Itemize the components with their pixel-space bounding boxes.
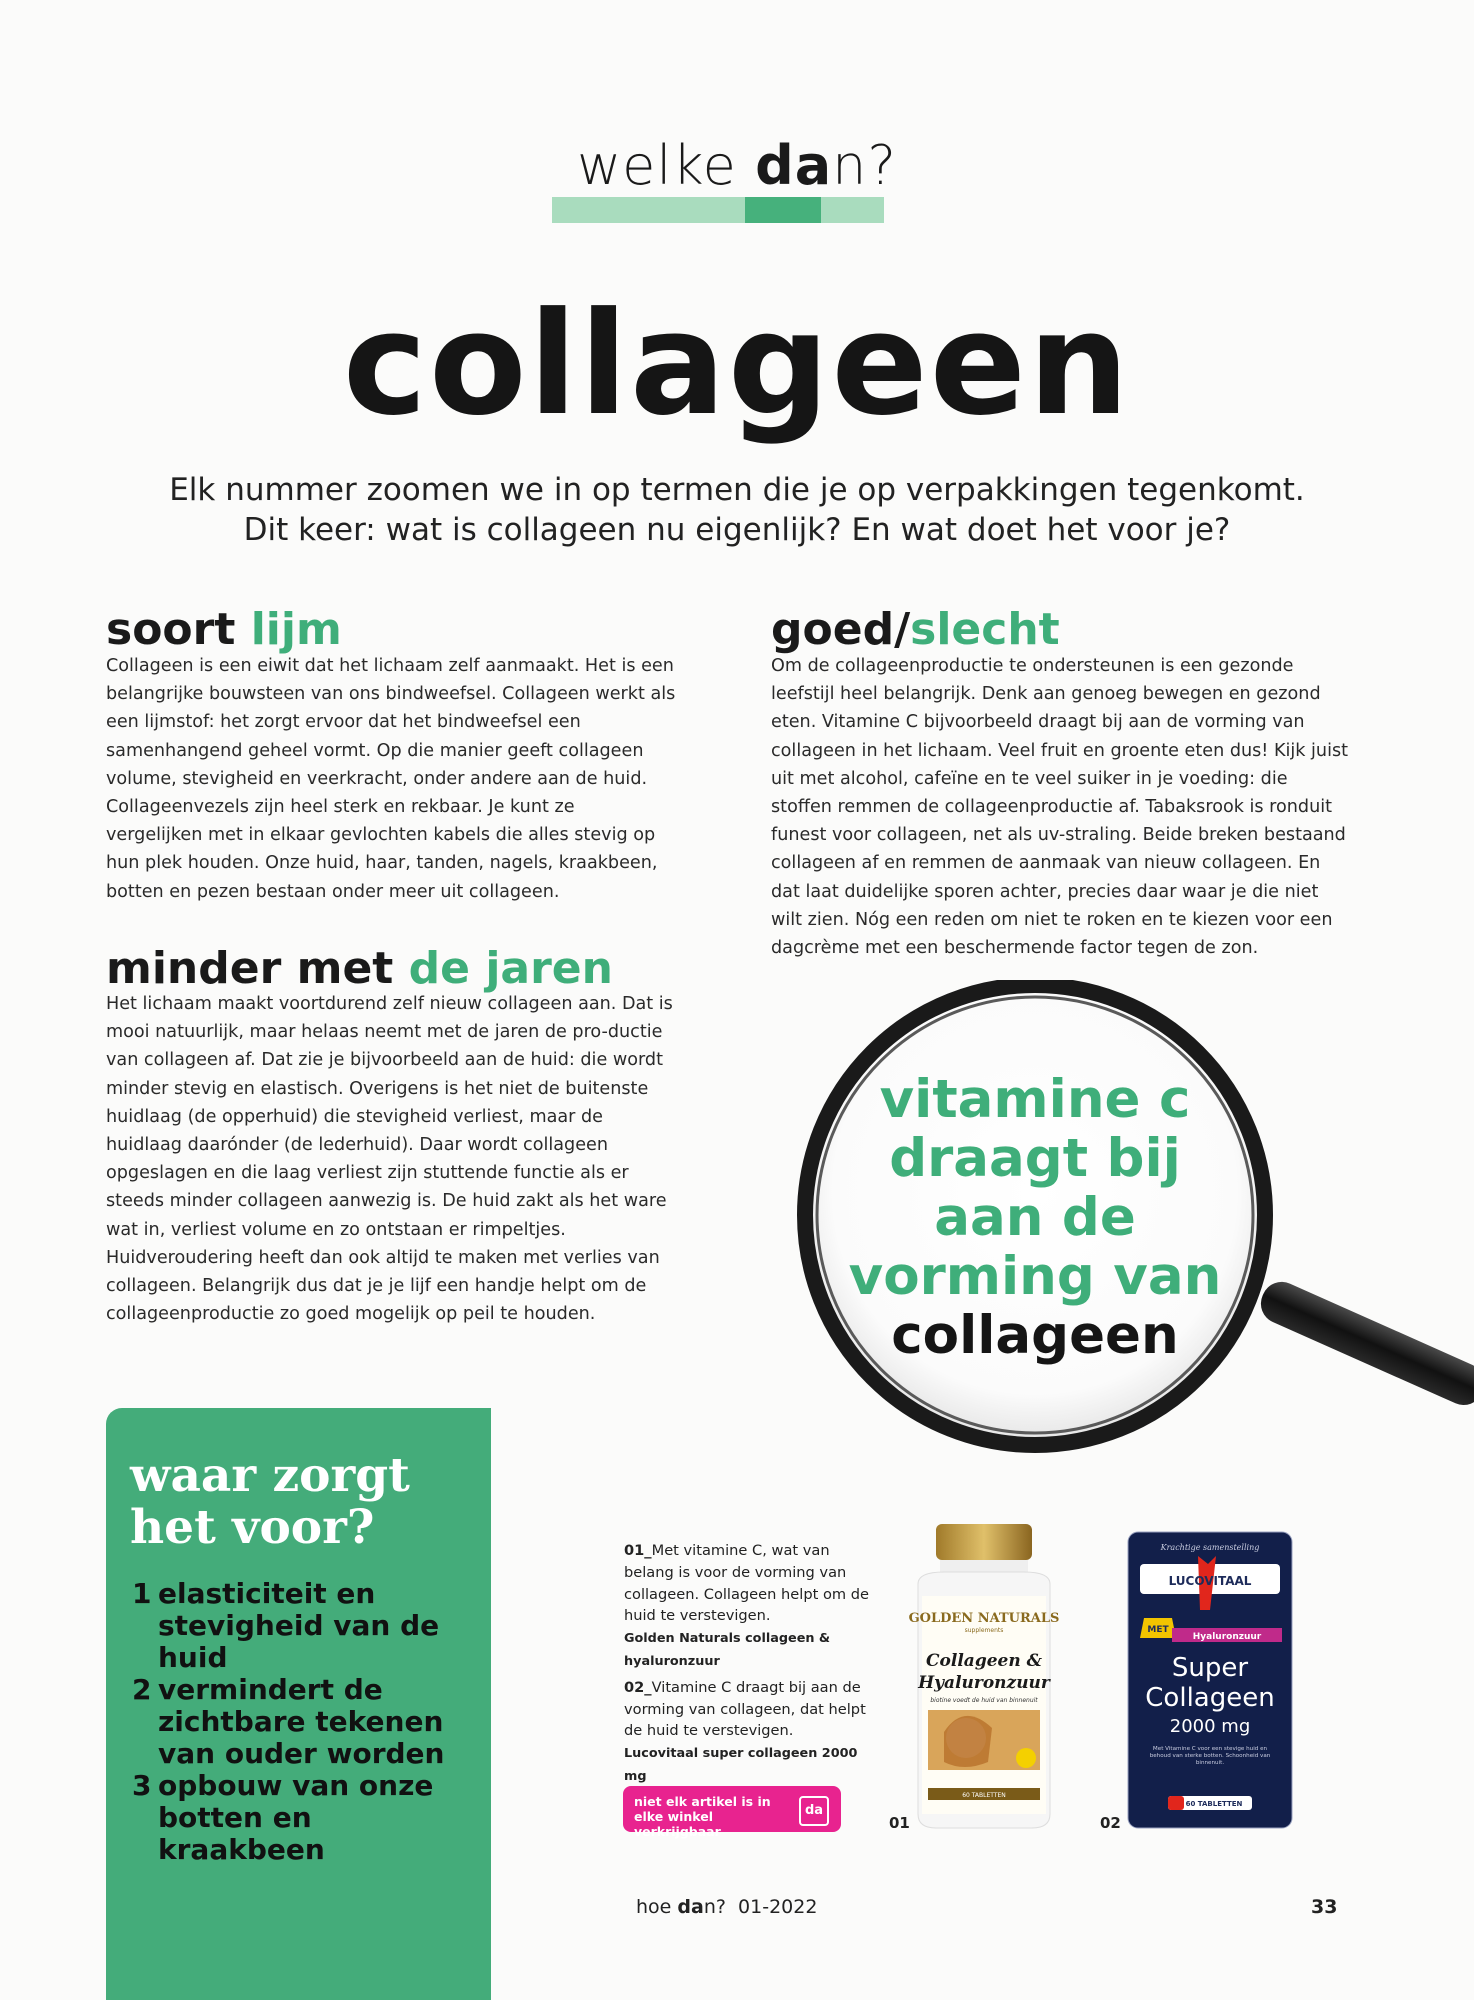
box-dose: 2000 mg — [1169, 1716, 1251, 1737]
page-title: collageen — [342, 282, 1132, 447]
jar-claim: biotine voedt de huid van binnenuit — [930, 1697, 1038, 1704]
box-ingredient: Hyaluronzuur — [1192, 1632, 1262, 1642]
jar-brand: GOLDEN NATURALS — [908, 1611, 1060, 1626]
intro — [100, 470, 1374, 550]
heading-green: slecht — [910, 604, 1060, 655]
benefit-number: 3 — [132, 1769, 152, 1802]
quote-line-2: draagt bij — [889, 1128, 1181, 1189]
section-heading-soort-lijm — [106, 604, 342, 656]
footer-post: n? 01-2022 — [703, 1896, 818, 1918]
benefits-title-line-1: waar zorgt — [130, 1448, 410, 1503]
lucovitaal-box-image — [1120, 1530, 1300, 1830]
product-label-01: 01 — [889, 1814, 910, 1832]
box-brand: LUCOVITAAL — [1168, 1574, 1252, 1588]
jar-sub: supplements — [964, 1627, 1004, 1634]
box-name-2: Collageen — [1145, 1683, 1275, 1713]
product-description-01 — [624, 1540, 874, 1673]
kicker — [0, 134, 1474, 197]
product-description-02 — [624, 1677, 874, 1788]
benefits-title — [130, 1450, 470, 1554]
kicker-pre: welke — [576, 134, 756, 197]
box-top: Krachtige samenstelling — [1160, 1543, 1260, 1552]
kicker-underline — [552, 197, 884, 223]
box-met: MET — [1147, 1625, 1169, 1635]
kicker-post: n? — [832, 134, 898, 197]
product-name: Lucovitaal super collageen 2000 mg — [624, 1746, 858, 1784]
benefits-list — [132, 1578, 482, 1866]
benefits-title-line-2: het voor? — [130, 1500, 375, 1555]
benefit-number: 2 — [132, 1673, 152, 1706]
da-logo-icon: da — [799, 1796, 829, 1826]
footer-issue — [636, 1896, 817, 1918]
benefit-item — [132, 1674, 482, 1770]
kicker-underline-accent — [745, 197, 821, 223]
benefit-item — [132, 1770, 482, 1866]
jar-name-1: Collageen & — [926, 1651, 1042, 1671]
section-text-goed-slecht: Om de collageenproductie te ondersteunen is een gezonde leefstijl heel belangrijk. Denk aan genoeg bewegen en gezond eten. Vitamine C bijvoorbeeld draagt bij aan de vorming van collageen in het lichaam. Veel fruit en groente eten dus! Kijk juist uit met alcohol, cafeïne en te veel suiker in je voeding: die stoffen remmen de collageenproductie af. Tabaksrook is ronduit funest voor collageen, net als uv-straling. Beide breken bestaand collageen af en remmen de aanmaak van nieuw collageen. En dat laat duidelijke sporen achter, precies daar waar je die niet wilt zien. Nóg een reden om niet te roken en te kiezen voor een dagcrème met een beschermende factor tegen de zon. — [771, 656, 1349, 959]
heading-dark: soort — [106, 604, 251, 655]
benefit-text: vermindert de zichtbare tekenen van ouder worden — [158, 1673, 445, 1770]
benefit-number: 1 — [132, 1577, 152, 1610]
heading-green: lijm — [250, 604, 342, 655]
footer-pre: hoe — [636, 1896, 678, 1918]
intro-line-1: Elk nummer zoomen we in op termen die je op verpakkingen tegenkomt. — [169, 472, 1305, 508]
product-name: Golden Naturals collageen & hyaluronzuur — [624, 1631, 831, 1669]
section-text-minder-met-de-jaren: Het lichaam maakt voortdurend zelf nieuw collageen aan. Dat is mooi natuurlijk, maar helaas neemt met de jaren de pro-ductie van collageen af. Dat zie je bijvoorbeeld aan de huid: die wordt minder stevig en elastisch. Overigens is het niet de buitenste huidlaag (de opperhuid) die stevigheid verliest, maar de huidlaag daarónder (de lederhuid). Daar wordt collageen opgeslagen en die laag verliest zijn stuttende functie als er steeds minder collageen aanwezig is. De huid zakt als het ware wat in, verliest volume en zo ontstaan er rimpeltjes. Huidveroudering heeft dan ook altijd te maken met verlies van collageen. Belangrijk dus dat je je lijf een handje helpt om de collageenproductie zo goed mogelijk op peil te houden. — [106, 994, 673, 1325]
section-heading-goed-slecht — [771, 604, 1060, 656]
heading-dark: minder met — [106, 943, 409, 994]
intro-line-2: Dit keer: wat is collageen nu eigenlijk? En wat doet het voor je? — [243, 512, 1231, 548]
heading-green: de jaren — [408, 943, 613, 994]
product-number: 01_ — [624, 1542, 652, 1559]
page-number: 33 — [1311, 1896, 1338, 1918]
quote-line-3: aan de — [934, 1187, 1136, 1248]
box-count: 60 TABLETTEN — [1185, 1800, 1243, 1808]
product-text: Vitamine C draagt bij aan de vorming van collageen, dat helpt de huid te verstevigen. — [624, 1678, 866, 1740]
product-label-02: 02 — [1100, 1814, 1121, 1832]
section-heading-minder-met-de-jaren — [106, 943, 613, 995]
product-text: Met vitamine C, wat van belang is voor de vorming van collageen. Collageen helpt om de huid te verstevigen. — [624, 1542, 869, 1625]
footer-bold: da — [677, 1896, 704, 1918]
section-text-soort-lijm: Collageen is een eiwit dat het lichaam zelf aanmaakt. Het is een belangrijke bouwsteen van ons bindweefsel. Collageen werkt als een lijmstof: het zorgt ervoor dat het bindweefsel een samenhangend geheel vormt. Op die manier geeft collageen volume, stevigheid en veerkracht, onder andere aan de huid. Collageenvezels zijn heel sterk en rekbaar. Je kunt ze vergelijken met in elkaar gevlochten kabels die alles stevig op hun plek houden. Onze huid, haar, tanden, nagels, kraakbeen, botten en pezen bestaan onder meer uit collageen. — [106, 656, 676, 902]
availability-text: niet elk artikel is in elke winkel verkrijgbaar — [634, 1794, 771, 1839]
benefit-item — [132, 1578, 482, 1674]
box-claim: Met Vitamine C voor een stevige huid en behoud van sterke botten. Schoonheid van binnenuit. — [1149, 1746, 1271, 1766]
jar-name-2: Hyaluronzuur — [918, 1673, 1050, 1693]
availability-badge — [623, 1786, 841, 1839]
magnifier-quote — [835, 1070, 1235, 1365]
benefit-text: opbouw van onze botten en kraakbeen — [158, 1769, 434, 1866]
quote-line-4: vorming van — [848, 1246, 1222, 1307]
kicker-bold: da — [755, 134, 833, 197]
quote-line-1: vitamine c — [879, 1069, 1191, 1130]
box-name-1: Super — [1171, 1653, 1249, 1683]
heading-dark: goed/ — [771, 604, 911, 655]
jar-count: 60 TABLETTEN — [962, 1792, 1006, 1799]
quote-line-5: collageen — [891, 1305, 1179, 1366]
product-descriptions — [624, 1540, 874, 1792]
golden-naturals-jar-image — [904, 1522, 1064, 1832]
product-number: 02_ — [624, 1678, 652, 1696]
benefit-text: elasticiteit en stevigheid van de huid — [158, 1577, 440, 1674]
